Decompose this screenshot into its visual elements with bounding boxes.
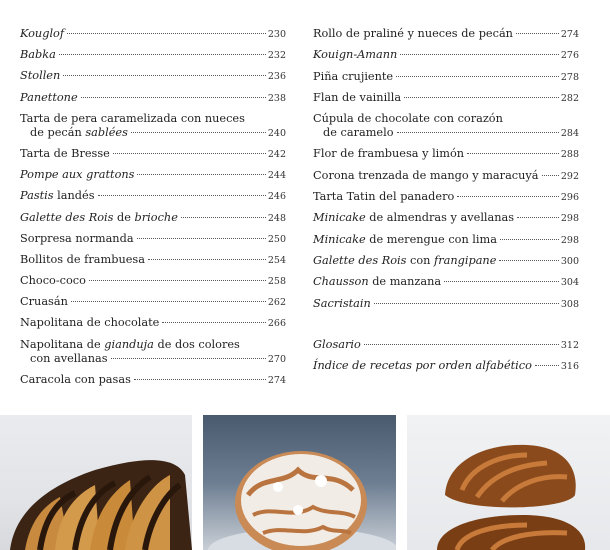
leader-dots: [81, 97, 266, 98]
entry-title-part: Pastis: [20, 189, 54, 203]
leader-dots: [59, 54, 266, 55]
toc-entry-tarta-tatin-del-panadero[interactable]: [313, 190, 579, 205]
entry-title: [323, 126, 394, 140]
toc-entry-sorpresa-normanda[interactable]: [20, 232, 286, 247]
entry-title: [313, 254, 496, 268]
toc-entry-pompe-aux-grattons[interactable]: [20, 168, 286, 183]
entry-title-part: de almendras y avellanas: [365, 211, 515, 225]
toc-entry-cupula-de-chocolate-con-corazon-de-caram[interactable]: [313, 112, 579, 141]
entry-title-line: [20, 112, 286, 126]
page-number: 258: [267, 276, 286, 288]
entry-title: [20, 295, 68, 309]
entry-title: [20, 168, 134, 182]
entry-title-part: Bollitos de frambuesa: [20, 252, 145, 266]
entry-title: [30, 126, 128, 140]
section-gap: [313, 318, 579, 338]
toc-entry-choco-coco[interactable]: [20, 274, 286, 289]
entry-title-part: de caramelo: [323, 126, 394, 140]
page-number: 282: [560, 92, 579, 104]
entry-title: [20, 91, 78, 105]
leader-dots: [67, 33, 266, 34]
leader-dots: [467, 153, 559, 154]
page-number: 274: [560, 29, 579, 40]
page-number: 262: [267, 297, 286, 309]
page-number: 246: [267, 191, 286, 203]
toc-entry-napolitana-de-gianduja-de-dos-colores-co[interactable]: [20, 338, 286, 367]
entry-title: [313, 233, 497, 247]
page-number: 248: [267, 212, 286, 224]
toc-entry-caracola-con-pasas[interactable]: [20, 373, 286, 388]
entry-title-part: de dos colores: [153, 337, 240, 351]
page-number: 240: [267, 127, 286, 139]
entry-title-part: sablées: [85, 125, 128, 139]
leader-dots: [516, 33, 559, 34]
leader-dots: [134, 379, 266, 380]
leader-dots: [98, 195, 266, 196]
toc-entry-babka[interactable]: [20, 48, 286, 63]
entry-title-part: Stollen: [20, 69, 61, 83]
entry-title-part: con avellanas: [30, 351, 108, 365]
entry-title-part: frangipane: [434, 253, 497, 267]
croissant-photo: [407, 415, 610, 550]
entry-title-part: de merengue con lima: [365, 232, 497, 246]
page-number: 298: [560, 234, 579, 246]
entry-title-part: Kouglof: [20, 27, 65, 40]
entry-title-part: Pompe aux grattons: [20, 168, 135, 182]
leader-dots: [517, 217, 559, 218]
entry-title-part: gianduja: [104, 337, 154, 351]
entry-title-part: de pecán: [30, 125, 86, 139]
leader-dots: [89, 280, 266, 281]
leader-dots: [131, 132, 266, 133]
entry-title: [20, 316, 159, 330]
page-number: 284: [560, 128, 579, 140]
toc-entry-rollo-de-praline-y-nueces-de-pecan[interactable]: [313, 27, 579, 42]
entry-title: [313, 297, 371, 311]
page-number: 254: [267, 254, 286, 266]
leader-dots: [162, 322, 265, 323]
page-number: 288: [560, 149, 579, 161]
entry-title: [20, 211, 178, 225]
entry-title-part: Tarta de Bresse: [20, 146, 110, 160]
leader-dots: [113, 153, 266, 154]
page-number: 274: [267, 374, 286, 386]
entry-title: [313, 275, 441, 289]
entry-title: [313, 169, 539, 183]
toc-entry-galette-des-rois-con-frangipane[interactable]: [313, 254, 579, 269]
page-number: 312: [560, 339, 579, 351]
entry-title-part: de: [113, 210, 135, 224]
leader-dots: [500, 239, 559, 240]
page-number: 266: [267, 318, 286, 330]
entry-title: [20, 232, 134, 246]
entry-title: [20, 48, 56, 62]
entry-title-part: Napolitana de chocolate: [20, 316, 160, 330]
entry-title-part: Galette des Rois: [313, 253, 407, 267]
entry-title-part: Panettone: [20, 90, 78, 104]
entry-title: [313, 70, 393, 84]
entry-title: [313, 91, 401, 105]
toc-entry-kouglof[interactable]: [20, 27, 286, 42]
entry-title: [20, 253, 145, 267]
entry-title-part: Flan de vainilla: [313, 90, 402, 104]
toc-entry-napolitana-de-chocolate[interactable]: [20, 316, 286, 331]
toc-column-right: [313, 27, 579, 380]
leader-dots: [444, 281, 559, 282]
entry-title-part: landés: [53, 189, 95, 203]
leader-dots: [404, 97, 559, 98]
entry-title: [313, 190, 454, 204]
entry-title-part: de manzana: [368, 275, 442, 289]
leader-dots: [181, 217, 266, 218]
page-number: 278: [560, 71, 579, 83]
toc-entry-kouign-amann[interactable]: [313, 48, 579, 63]
entry-title-part: con: [406, 253, 435, 267]
toc-entry-stollen[interactable]: [20, 69, 286, 84]
entry-title-line: [20, 338, 286, 352]
leader-dots: [137, 174, 265, 175]
page-number: 244: [267, 170, 286, 182]
toc-entry-minicake-de-almendras-y-avellanas[interactable]: [313, 211, 579, 226]
page-number: 308: [560, 298, 579, 310]
meringue-bread-photo: [203, 415, 396, 550]
page-number: 238: [267, 92, 286, 104]
entry-title-part: Caracola con pasas: [20, 372, 131, 386]
toc-entry-galette-des-rois-de-brioche[interactable]: [20, 211, 286, 226]
leader-dots: [137, 238, 266, 239]
leader-dots: [111, 358, 266, 359]
toc-entry-flor-de-frambuesa-y-limon[interactable]: [313, 147, 579, 162]
entry-title-part: Minicake: [313, 232, 366, 246]
toc-entry-indice-de-recetas-por-orden-alfabetico[interactable]: [313, 359, 579, 374]
entry-title-part: Galette des Rois: [20, 210, 114, 224]
entry-title: [20, 69, 60, 83]
toc-column-left: [20, 27, 286, 394]
entry-title-part: brioche: [134, 210, 178, 224]
entry-title-part: Sorpresa normanda: [20, 231, 134, 245]
entry-title: [313, 147, 464, 161]
toc-entry-sacristain[interactable]: [313, 297, 579, 312]
toc-entry-chausson-de-manzana[interactable]: [313, 275, 579, 290]
leader-dots: [63, 75, 266, 76]
entry-title-part: Flor de frambuesa y limón: [313, 147, 465, 161]
leader-dots: [364, 344, 559, 345]
entry-title: [30, 352, 108, 366]
leader-dots: [400, 54, 559, 55]
entry-title-part: Piña crujiente: [313, 69, 394, 83]
entry-title-part: Corona trenzada de mango y maracuyá: [313, 168, 539, 182]
entry-title-part: Choco-coco: [20, 274, 86, 288]
entry-title-part: Babka: [20, 48, 56, 62]
entry-title-part: Chausson: [313, 275, 369, 289]
entry-title-part: Tarta de pera caramelizada con nueces: [20, 111, 245, 125]
toc-entry-tarta-de-bresse[interactable]: [20, 147, 286, 162]
page-number: 300: [560, 255, 579, 267]
entry-title: [20, 373, 131, 387]
page-number: 304: [560, 277, 579, 289]
page-number: 230: [267, 29, 286, 40]
entry-title: [313, 27, 513, 41]
toc-entry-minicake-de-merengue-con-lima[interactable]: [313, 233, 579, 248]
leader-dots: [374, 303, 559, 304]
toc-entry-corona-trenzada-de-mango-y-maracuya[interactable]: [313, 169, 579, 184]
leader-dots: [396, 76, 559, 77]
leader-dots: [71, 301, 266, 302]
toc-entry-glosario[interactable]: [313, 338, 579, 353]
entry-title-line: [313, 112, 579, 126]
leader-dots: [499, 260, 558, 261]
entry-title: [20, 147, 110, 161]
leader-dots: [457, 196, 559, 197]
entry-title-part: Minicake: [313, 211, 366, 225]
page-number: 242: [267, 148, 286, 160]
entry-title-part: Kouign-Amann: [313, 48, 398, 62]
toc-entry-flan-de-vainilla[interactable]: [313, 91, 579, 106]
entry-title-part: Napolitana de: [20, 337, 105, 351]
entry-title: [313, 338, 361, 352]
toc-entry-cruasan[interactable]: [20, 295, 286, 310]
entry-title: [313, 211, 514, 225]
entry-title-part: Cúpula de chocolate con corazón: [313, 112, 503, 126]
page-number: 276: [560, 50, 579, 62]
page-number: 316: [560, 361, 579, 373]
page-number: 270: [267, 353, 286, 365]
toc-entry-pina-crujiente[interactable]: [313, 70, 579, 85]
leader-dots: [535, 365, 559, 366]
page-number: 250: [267, 233, 286, 245]
page-number: 236: [267, 71, 286, 83]
toc-entry-panettone[interactable]: [20, 91, 286, 106]
page-number: 298: [560, 213, 579, 225]
toc-entry-pastis-landes[interactable]: [20, 189, 286, 204]
leader-dots: [397, 132, 559, 133]
entry-title-part: Índice de recetas por orden alfabético: [313, 359, 532, 373]
entry-title-part: Tarta Tatin del panadero: [313, 190, 455, 204]
entry-title-part: Glosario: [313, 337, 361, 351]
entry-title-part: Sacristain: [313, 296, 371, 310]
page-number: 292: [560, 170, 579, 182]
page-number: 296: [560, 192, 579, 204]
toc-entry-bollitos-de-frambuesa[interactable]: [20, 253, 286, 268]
entry-title: [20, 274, 86, 288]
leader-dots: [148, 259, 266, 260]
entry-title: [20, 27, 64, 41]
page-number: 232: [267, 50, 286, 62]
entry-title: [313, 359, 532, 373]
babka-photo: [0, 415, 192, 550]
entry-title: [20, 189, 95, 203]
entry-title-part: Rollo de praliné y nueces de pecán: [313, 27, 513, 40]
leader-dots: [542, 175, 559, 176]
toc-entry-tarta-de-pera-caramelizada-con-nueces-de[interactable]: [20, 112, 286, 141]
entry-title: [313, 48, 397, 62]
entry-title-part: Cruasán: [20, 295, 68, 309]
